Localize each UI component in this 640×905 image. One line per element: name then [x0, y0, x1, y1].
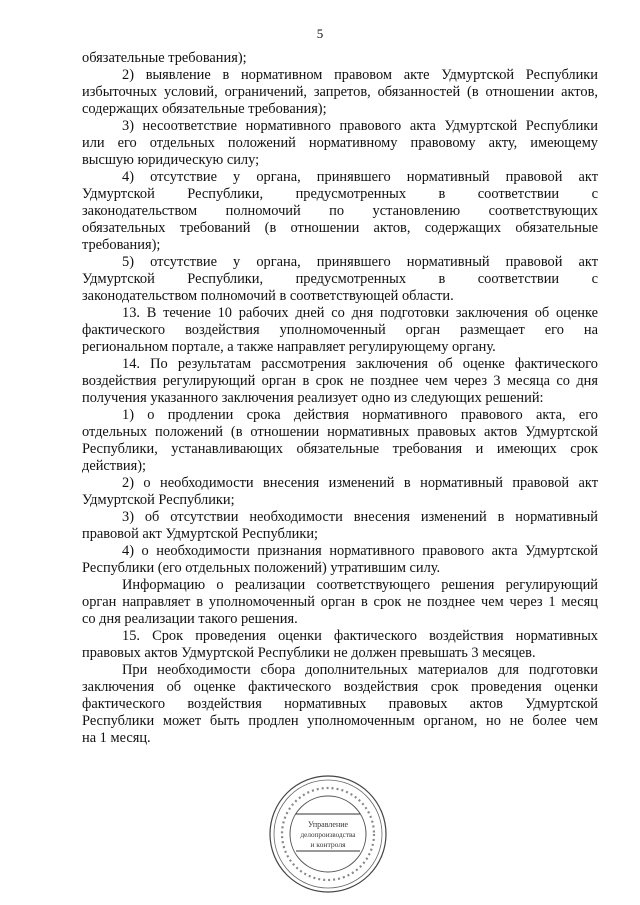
official-seal-stamp [266, 772, 390, 896]
text-line: избыточных условий, ограничений, запретов, обязанностей (в отношении актов, [82, 84, 598, 100]
text-line: содержащих обязательные требования); [82, 101, 327, 117]
text-line: законодательством полномочий по установлению соответствующих [82, 203, 598, 219]
text-line: орган направляет в уполномоченный орган в срок не позднее чем через 1 месяц [82, 594, 598, 610]
seal-icon [266, 772, 390, 896]
text-line: 2) о необходимости внесения изменений в нормативный правовой акт [122, 475, 598, 491]
text-line: действия); [82, 458, 146, 474]
text-line: на 1 месяц. [82, 730, 151, 746]
text-line: со дня реализации такого решения. [82, 611, 298, 627]
text-line: 3) несоответствие нормативного правового акта Удмуртской Республики [122, 118, 598, 134]
text-line: фактического воздействия уполномоченный орган размещает его на [82, 322, 598, 338]
text-line: 4) о необходимости признания нормативного правового акта Удмуртской [122, 543, 598, 559]
text-line: Республики, устанавливающих обязательные требования и имеющих срок [82, 441, 598, 457]
text-line: или его отдельных положений нормативному правовому акту, имеющему [82, 135, 598, 151]
text-line: Удмуртской Республики, предусмотренных в соответствии с [82, 271, 598, 287]
text-line: воздействия регулирующий орган в срок не позднее чем через 3 месяца со дня [82, 373, 598, 389]
text-line: 1) о продлении срока действия нормативного правового акта, его [122, 407, 598, 423]
text-line: Удмуртской Республики, предусмотренных в соответствии с [82, 186, 598, 202]
text-line: обязательные требования); [82, 50, 247, 66]
text-line: 3) об отсутствии необходимости внесения изменений в нормативный [122, 509, 598, 525]
text-line: отдельных положений (в отношении нормативных правовых актов Удмуртской [82, 424, 598, 440]
text-line: Республики может быть продлен уполномоченным органом, но не более чем [82, 713, 598, 729]
text-line: 13. В течение 10 рабочих дней со дня подготовки заключения об оценке [122, 305, 598, 321]
text-line: правовых актов Удмуртской Республики не должен превышать 3 месяцев. [82, 645, 536, 661]
text-line: обязательных требований (в отношении актов, содержащих обязательные [82, 220, 598, 236]
text-line: 14. По результатам рассмотрения заключения об оценке фактического [122, 356, 598, 372]
text-line: Удмуртской Республики; [82, 492, 235, 508]
text-line: законодательством полномочий в соответствующей области. [82, 288, 454, 304]
text-line: высшую юридическую силу; [82, 152, 260, 168]
text-line: 5) отсутствие у органа, принявшего нормативный правовой акт [122, 254, 598, 270]
text-line: фактического воздействия нормативных правовых актов Удмуртской [82, 696, 598, 712]
text-line: При необходимости сбора дополнительных материалов для подготовки [122, 662, 598, 678]
stamp-line: делопроизводства [300, 831, 356, 839]
text-line: правовой акт Удмуртской Республики; [82, 526, 319, 542]
text-line: 15. Срок проведения оценки фактического воздействия нормативных [122, 628, 598, 644]
text-line: 4) отсутствие у органа, принявшего нормативный правовой акт [122, 169, 598, 185]
text-line: 2) выявление в нормативном правовом акте Удмуртской Республики [122, 67, 598, 83]
text-line: получения указанного заключения реализует одно из следующих решений: [82, 390, 544, 406]
page-number: 5 [316, 26, 324, 41]
text-line: Республики (его отдельных положений) утратившим силу. [82, 560, 441, 576]
document-body [82, 50, 598, 747]
text-line: региональном портале, а также направляет регулирующему органу. [82, 339, 496, 355]
stamp-line: Управление [307, 820, 349, 829]
text-line: требования); [82, 237, 161, 253]
text-line: заключения об оценке фактического воздействия срок проведения оценки [82, 679, 598, 695]
stamp-line: и контроля [310, 840, 346, 849]
text-line: Информацию о реализации соответствующего решения регулирующий [122, 577, 598, 593]
